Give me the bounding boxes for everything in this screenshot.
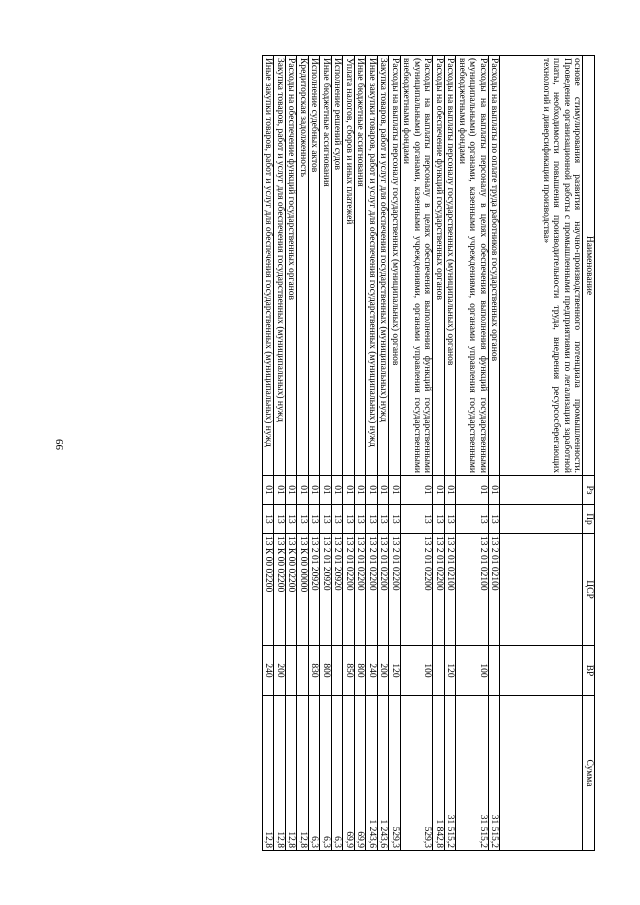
table-row — [320, 56, 332, 851]
cell-name: Иные бюджетные ассигнования — [355, 56, 367, 476]
table-row — [286, 56, 298, 851]
cell-sum: 529,3 — [389, 696, 401, 851]
cell-rz: 01 — [274, 476, 286, 505]
cell-pr: 13 — [366, 505, 378, 534]
cell-sum: 12,8 — [286, 696, 298, 851]
cell-vr — [332, 646, 344, 696]
cell-sum: 69,9 — [343, 696, 355, 851]
cell-pr: 13 — [401, 505, 434, 534]
cell-pr: 13 — [320, 505, 332, 534]
cell-vr — [286, 646, 298, 696]
cell-pr: 13 — [343, 505, 355, 534]
cell-rz: 01 — [378, 476, 390, 505]
cell-pr: 13 — [433, 505, 445, 534]
cell-csr: 13 2 01 02200 — [433, 534, 445, 646]
cell-sum: 6,3 — [309, 696, 321, 851]
cell-pr: 13 — [263, 505, 275, 534]
cell-vr: 120 — [445, 646, 457, 696]
cell-pr — [500, 505, 583, 534]
table-row — [366, 56, 378, 851]
table-row — [355, 56, 367, 851]
header-vr: ВР — [583, 646, 595, 696]
cell-pr: 13 — [332, 505, 344, 534]
cell-rz: 01 — [489, 476, 501, 505]
cell-sum: 1 842,8 — [433, 696, 445, 851]
cell-rz: 01 — [366, 476, 378, 505]
table-row — [456, 56, 489, 851]
cell-sum: 31 515,2 — [489, 696, 501, 851]
cell-csr: 13 2 01 20920 — [309, 534, 321, 646]
cell-pr: 13 — [489, 505, 501, 534]
cell-vr: 120 — [389, 646, 401, 696]
cell-sum — [500, 696, 583, 851]
cell-name: Исполнение судебных актов — [309, 56, 321, 476]
cell-pr: 13 — [389, 505, 401, 534]
cell-vr — [489, 646, 501, 696]
table-row — [274, 56, 286, 851]
cell-name: Расходы на выплаты персоналу государственных (муниципальных) органов — [445, 56, 457, 476]
cell-vr: 200 — [274, 646, 286, 696]
table-row — [489, 56, 501, 851]
cell-vr: 100 — [401, 646, 434, 696]
table-row — [309, 56, 321, 851]
cell-csr: 13 2 01 02200 — [366, 534, 378, 646]
cell-pr: 13 — [274, 505, 286, 534]
table-row — [378, 56, 390, 851]
cell-sum: 12,8 — [297, 696, 309, 851]
cell-csr: 13 2 01 02100 — [445, 534, 457, 646]
cell-csr: 13 К 00 02200 — [274, 534, 286, 646]
cell-name: Кредиторская задолженность — [297, 56, 309, 476]
cell-csr: 13 2 01 02200 — [343, 534, 355, 646]
cell-pr: 13 — [355, 505, 367, 534]
table-row — [263, 56, 275, 851]
cell-rz: 01 — [263, 476, 275, 505]
cell-name: Иные бюджетные ассигнования — [320, 56, 332, 476]
cell-rz: 01 — [320, 476, 332, 505]
table-row — [389, 56, 401, 851]
cell-csr — [500, 534, 583, 646]
cell-sum: 12,8 — [263, 696, 275, 851]
table-row — [332, 56, 344, 851]
cell-sum: 31 515,2 — [456, 696, 489, 851]
page-number: 99 — [54, 439, 66, 450]
cell-rz: 01 — [456, 476, 489, 505]
cell-vr: 830 — [309, 646, 321, 696]
cell-name: Закупка товаров, работ и услуг для обеспечения государственных (муниципальных) нужд — [378, 56, 390, 476]
table-body — [263, 56, 584, 851]
cell-csr: 13 2 01 02100 — [489, 534, 501, 646]
cell-sum: 12,8 — [274, 696, 286, 851]
cell-sum: 529,3 — [401, 696, 434, 851]
cell-name: Расходы на выплаты персоналу государственных (муниципальных) органов — [389, 56, 401, 476]
budget-table — [262, 55, 595, 851]
cell-sum: 6,3 — [320, 696, 332, 851]
cell-rz: 01 — [309, 476, 321, 505]
cell-vr: 240 — [263, 646, 275, 696]
cell-csr: 13 2 01 02200 — [389, 534, 401, 646]
cell-name: Расходы на выплаты по оплате труда работников государственных органов — [489, 56, 501, 476]
cell-csr: 13 К 00 02200 — [263, 534, 275, 646]
cell-name: Расходы на обеспечение функций государственных органов — [433, 56, 445, 476]
cell-csr: 13 2 01 20920 — [332, 534, 344, 646]
cell-csr: 13 2 01 02200 — [378, 534, 390, 646]
table-header-row — [583, 56, 595, 851]
cell-rz: 01 — [297, 476, 309, 505]
header-name: Наименование — [583, 56, 595, 476]
table-row — [433, 56, 445, 851]
cell-vr: 850 — [343, 646, 355, 696]
cell-name: Иные закупки товаров, работ и услуг для обеспечения государственных (муниципальных) нужд — [263, 56, 275, 476]
cell-pr: 13 — [286, 505, 298, 534]
cell-rz: 01 — [286, 476, 298, 505]
cell-csr: 13 2 01 02100 — [456, 534, 489, 646]
cell-rz — [500, 476, 583, 505]
cell-sum: 1 243,6 — [378, 696, 390, 851]
cell-csr: 13 2 01 02200 — [401, 534, 434, 646]
cell-vr — [297, 646, 309, 696]
header-sum: Сумма — [583, 696, 595, 851]
cell-sum: 1 243,6 — [366, 696, 378, 851]
cell-sum: 31 515,2 — [445, 696, 457, 851]
cell-vr: 800 — [320, 646, 332, 696]
cell-rz: 01 — [343, 476, 355, 505]
cell-name: Иные закупки товаров, работ и услуг для обеспечения государственных (муниципальных) нужд — [366, 56, 378, 476]
cell-vr — [500, 646, 583, 696]
cell-sum: 69,9 — [355, 696, 367, 851]
cell-csr: 13 2 01 02200 — [355, 534, 367, 646]
cell-pr: 13 — [309, 505, 321, 534]
cell-name: Закупка товаров, работ и услуг для обеспечения государственных (муниципальных) нужд — [274, 56, 286, 476]
cell-sum: 6,3 — [332, 696, 344, 851]
table-row — [445, 56, 457, 851]
header-pr: Пр — [583, 505, 595, 534]
cell-vr: 800 — [355, 646, 367, 696]
cell-csr: 13 2 01 20920 — [320, 534, 332, 646]
cell-name: Расходы на выплаты персоналу в целях обеспечения выполнения функций государственными (муниципальными) органами, казенными учреждениями, органами управления государственными внебюджетными фондами — [401, 56, 434, 476]
table-row — [297, 56, 309, 851]
cell-vr: 240 — [366, 646, 378, 696]
cell-rz: 01 — [433, 476, 445, 505]
cell-rz: 01 — [445, 476, 457, 505]
rotated-page — [85, 55, 595, 850]
cell-pr: 13 — [445, 505, 457, 534]
cell-vr: 200 — [378, 646, 390, 696]
cell-rz: 01 — [401, 476, 434, 505]
table-row — [343, 56, 355, 851]
header-csr: ЦСР — [583, 534, 595, 646]
cell-vr — [433, 646, 445, 696]
cell-csr: 13 К 00 00000 — [297, 534, 309, 646]
cell-csr: 13 К 00 02200 — [286, 534, 298, 646]
cell-name: Расходы на выплаты персоналу в целях обеспечения выполнения функций государственными (муниципальными) органами, казенными учреждениями, органами управления государственными внебюджетными фондами — [456, 56, 489, 476]
cell-rz: 01 — [332, 476, 344, 505]
cell-name: Расходы на обеспечение функций государственных органов — [286, 56, 298, 476]
cell-rz: 01 — [355, 476, 367, 505]
cell-name: Исполнение решений судов — [332, 56, 344, 476]
header-rz: Рз — [583, 476, 595, 505]
table-row — [500, 56, 583, 851]
cell-pr: 13 — [456, 505, 489, 534]
table-row — [401, 56, 434, 851]
cell-name: основе стимулирования развития научно-производственного потенциала промышленности. Проведение организационной работы с промышленными предприятиями по легализации заработной платы, необходимости повышения производительности труда, внедрения ресурсосберегающих технологий и диверсификации производства» — [500, 56, 583, 476]
cell-name: Уплата налогов, сборов и иных платежей — [343, 56, 355, 476]
cell-vr: 100 — [456, 646, 489, 696]
cell-pr: 13 — [378, 505, 390, 534]
cell-pr: 13 — [297, 505, 309, 534]
cell-rz: 01 — [389, 476, 401, 505]
